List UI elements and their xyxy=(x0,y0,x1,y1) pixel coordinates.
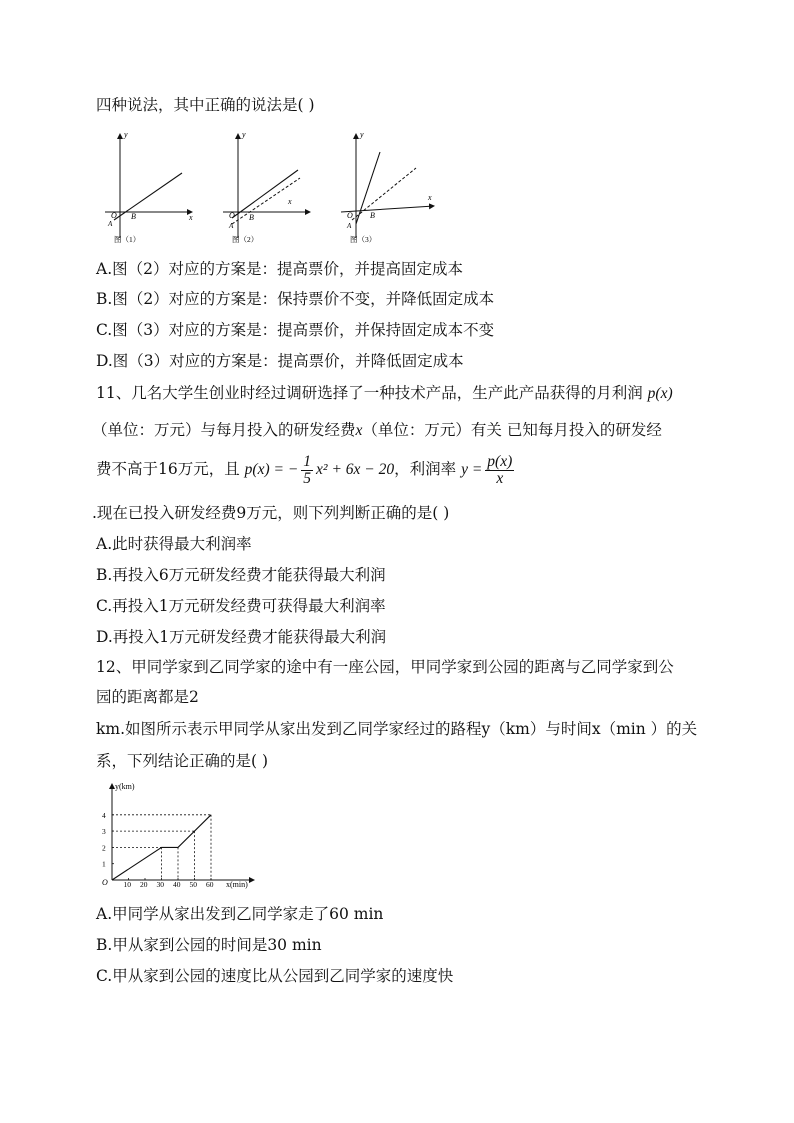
chart-x-tick-10: 10 xyxy=(123,880,131,889)
q11-line2 xyxy=(92,419,662,442)
figure-3 xyxy=(341,130,434,244)
q10-option-a: A.图（2）对应的方案是：提高票价，并提高固定成本 xyxy=(96,260,463,278)
q10-figures xyxy=(100,128,460,248)
fig2-caption: 图（2） xyxy=(232,235,259,244)
fig3-y-label: y xyxy=(360,130,364,139)
chart-ylabel: y(km) xyxy=(115,782,135,791)
q11-var-x: x xyxy=(355,422,363,439)
q11-profit-fn: p(x) xyxy=(647,385,673,402)
chart-series-line xyxy=(112,815,211,880)
q11-line2a: （单位：万元）与每月投入的研发经费 xyxy=(92,421,356,439)
chart-xlabel: x(min) xyxy=(226,880,248,889)
q11-frac-rate: $\frac{p(x)}{x}$ xyxy=(487,452,513,487)
q12-line1: 12、甲同学家到乙同学家的途中有一座公园，甲同学家到公园的距离与乙同学家到公 xyxy=(96,658,674,676)
chart-y-tick-2: 2 xyxy=(102,843,106,853)
fig2-b-label: B xyxy=(249,213,254,222)
fig3-o-label: O xyxy=(347,211,353,220)
q10-option-c: C.图（3）对应的方案是：提高票价，并保持固定成本不变 xyxy=(96,321,495,339)
fig1-a-label: A xyxy=(108,220,113,228)
q10-option-b: B.图（2）对应的方案是：保持票价不变，并降低固定成本 xyxy=(96,290,495,308)
chart-y-tick-4: 4 xyxy=(102,810,106,820)
q11-poly: x² + 6x − 20 xyxy=(316,461,395,478)
fig1-o-label: O xyxy=(111,211,117,220)
q11-option-b: B.再投入6万元研发经费才能获得最大利润 xyxy=(96,566,386,584)
q11-line4: .现在已投入研发经费9万元，则下列判断正确的是( ) xyxy=(92,504,450,522)
q12-option-a: A.甲同学从家出发到乙同学家走了60 min xyxy=(96,905,384,923)
fig2-x-label: x xyxy=(288,197,292,206)
chart-origin: O xyxy=(102,878,108,887)
q11-line3 xyxy=(96,452,517,487)
q11-line2b: （单位：万元）有关 已知每月投入的研发经 xyxy=(362,421,662,439)
fig3-b-label: B xyxy=(370,211,375,220)
q12-line4: 系，下列结论正确的是( ) xyxy=(96,752,269,770)
chart-x-tick-30: 30 xyxy=(156,880,164,889)
fig1-x-label: x xyxy=(189,213,193,222)
chart-x-tick-20: 20 xyxy=(140,880,148,889)
q12-line3: km.如图所示表示甲同学从家出发到乙同学家经过的路程y（km）与时间x（min ）的关 xyxy=(96,720,698,738)
q10-option-d: D.图（3）对应的方案是：提高票价，并降低固定成本 xyxy=(96,352,464,370)
q12-option-c: C.甲从家到公园的速度比从公园到乙同学家的速度快 xyxy=(96,967,454,985)
fig2-o-label: O xyxy=(229,211,235,220)
chart-x-tick-50: 50 xyxy=(189,880,197,889)
fig2-y-label: y xyxy=(242,130,246,139)
q11-option-d: D.再投入1万元研发经费才能获得最大利润 xyxy=(96,628,387,646)
q11-frac-one-fifth: $\frac{1}{5}$ xyxy=(303,452,312,487)
q11-line3b: ，利润率 xyxy=(394,460,457,478)
q12-line2: 园的距离都是2 xyxy=(96,688,199,706)
figure-2 xyxy=(223,130,310,244)
chart-y-tick-1: 1 xyxy=(102,859,106,869)
chart-x-tick-40: 40 xyxy=(173,880,181,889)
figure-1 xyxy=(105,130,193,244)
fig3-x-label: x xyxy=(428,193,432,202)
fig3-caption: 图（3） xyxy=(350,235,377,244)
fig3-a-label: A xyxy=(347,222,352,230)
fig2-a-label: A xyxy=(229,222,234,230)
fig1-y-label: y xyxy=(124,130,128,139)
q12-distance-time-chart xyxy=(92,780,262,890)
fig1-caption: 图（1） xyxy=(114,235,141,244)
q11-option-c: C.再投入1万元研发经费可获得最大利润率 xyxy=(96,597,386,615)
q12-option-b: B.甲从家到公园的时间是30 min xyxy=(96,936,322,954)
q11-option-a: A.此时获得最大利润率 xyxy=(96,535,252,553)
chart-x-tick-60: 60 xyxy=(206,880,214,889)
q11-line1-text: 11、几名大学生创业时经过调研选择了一种技术产品，生产此产品获得的月利润 xyxy=(96,384,643,402)
fig1-b-label: B xyxy=(131,212,136,221)
q11-line1 xyxy=(96,382,673,405)
q11-px-eq: p(x) = − xyxy=(244,461,299,478)
chart-y-tick-3: 3 xyxy=(102,827,106,837)
q11-line3a: 费不高于16万元，且 xyxy=(96,460,240,478)
q10-tail: 四种说法，其中正确的说法是( ) xyxy=(96,96,315,114)
q11-y-eq: y = xyxy=(461,461,483,478)
